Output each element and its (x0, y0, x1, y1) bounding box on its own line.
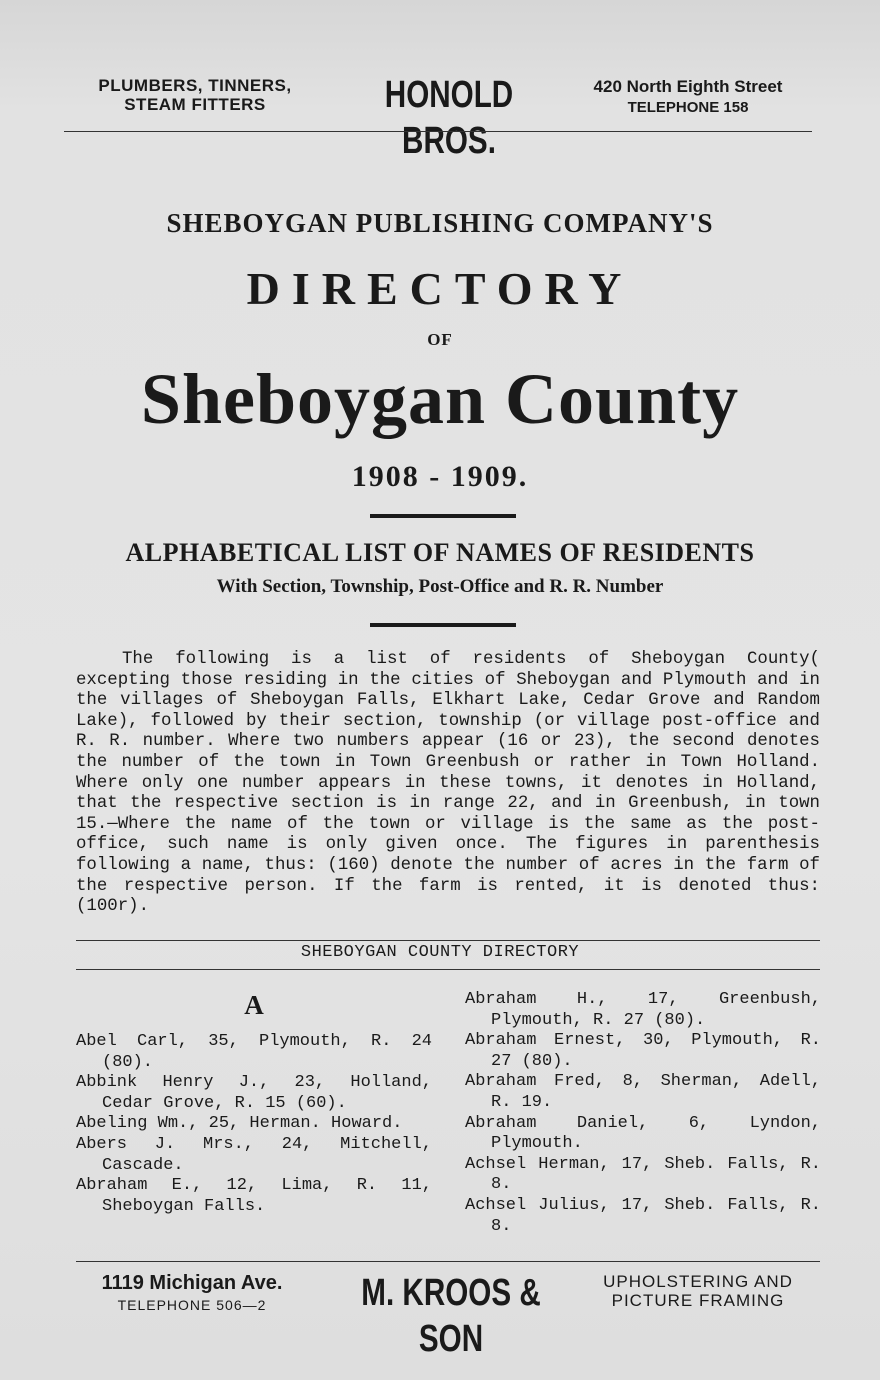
directory-title: DIRECTORY (246, 263, 634, 314)
list-item: Abers J. Mrs., 24, Mitchell, Cascade. (76, 1134, 432, 1175)
footer-ad-address: 1119 Michigan Ave. (101, 1272, 283, 1294)
entries-left-column (76, 1032, 432, 1217)
list-item: Achsel Herman, 17, Sheb. Falls, R. 8. (465, 1154, 821, 1195)
heading-divider (370, 623, 516, 627)
list-item: Abraham Fred, 8, Sherman, Adell, R. 19. (465, 1072, 821, 1112)
title-divider (370, 514, 516, 518)
footer-divider (76, 1261, 820, 1262)
publisher-line: SHEBOYGAN PUBLISHING COMPANY'S (166, 208, 714, 238)
list-item: Abraham E., 12, Lima, R. 11, Sheboygan Falls. (76, 1176, 432, 1216)
letter-heading: A (244, 990, 264, 1020)
title-of: OF (427, 330, 453, 349)
list-item: Abbink Henry J., 23, Holland, Cedar Grove, R. 15 (60). (76, 1073, 432, 1113)
section-header: SHEBOYGAN COUNTY DIRECTORY (300, 943, 580, 962)
list-item: Achsel Julius, 17, Sheb. Falls, R. 8. (465, 1195, 821, 1236)
footer-ad-contact (76, 1273, 308, 1315)
list-item: Abraham Ernest, 30, Plymouth, R. 27 (80). (465, 1031, 821, 1071)
footer-ad-telephone: TELEPHONE 506—2 (117, 1297, 267, 1313)
list-item: Abel Carl, 35, Plymouth, R. 24 (80). (76, 1032, 432, 1072)
list-item: Abraham H., 17, Greenbush, Plymouth, R. 27 (80). (465, 990, 821, 1030)
section-rule-top (76, 940, 820, 941)
footer-ad-brand: M. KROOS & SON (361, 1272, 541, 1360)
header-ad-trade-line1: PLUMBERS, TINNERS, (98, 76, 292, 95)
entries-right-column (465, 990, 821, 1237)
header-ad-address: 420 North Eighth Street (593, 77, 783, 96)
header-divider (64, 131, 812, 132)
intro-paragraph: The following is a list of residents of Sheboygan County( excepting those residing in the cities of Sheboygan and Plymouth and in the villages of Sheboygan Falls, Elkhart Lake, Cedar Grove and Random Lake), followed by their section, township (or village post-office and R. R. number. Where two numbers appear (16 or 23), the second denotes the number of the town in Town Greenbush or rather in Town Holland. Where only one number appears in these towns, it denotes in Holland, that the respective section is in range 22, and in Greenbush, in town 15.—Where the name of the town or village is the same as the post-office, such name is only given once. The figures in parenthesis following a name, thus: (160) denote the number of acres in the farm of the respective person. If the farm is rented, it is denoted thus: (100r). (76, 650, 820, 917)
header-ad-contact (564, 76, 812, 118)
section-rule-bottom (76, 969, 820, 970)
header-ad-brand: HONOLD BROS. (384, 74, 514, 162)
footer-ad-services-line2: PICTURE FRAMING (611, 1291, 785, 1310)
county-title: Sheboygan County (140, 359, 740, 439)
header-ad-trades (64, 76, 326, 114)
header-ad-telephone: TELEPHONE 158 (627, 99, 749, 116)
footer-ad-services-line1: UPHOLSTERING AND (603, 1272, 793, 1291)
footer-advertisement (76, 1270, 820, 1360)
list-heading: ALPHABETICAL LIST OF NAMES OF RESIDENTS (125, 538, 755, 567)
footer-ad-services (576, 1272, 820, 1310)
list-subheading: With Section, Township, Post-Office and R. R. Number (216, 576, 664, 597)
list-item: Abeling Wm., 25, Herman. Howard. (76, 1114, 403, 1134)
list-item: Abraham Daniel, 6, Lyndon, Plymouth. (465, 1113, 821, 1154)
directory-years: 1908 - 1909. (351, 460, 529, 493)
header-advertisement (64, 72, 812, 162)
header-ad-trade-line2: STEAM FITTERS (124, 95, 266, 114)
